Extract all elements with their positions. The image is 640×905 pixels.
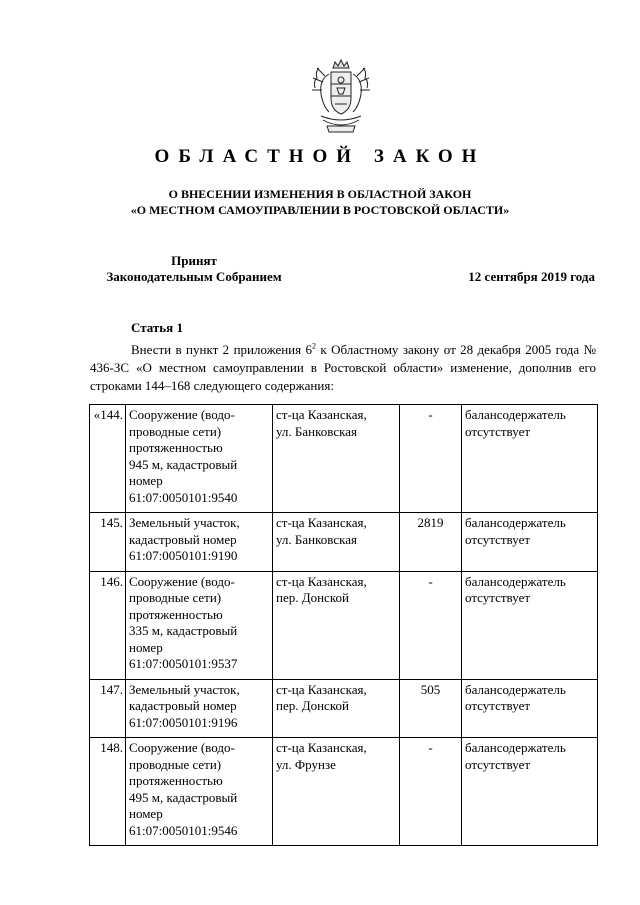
article-text-part-1: Внести в пункт 2 приложения 6 [131, 342, 313, 357]
balance-holder-line: отсутствует [465, 531, 531, 547]
row-number-cell: «144. [90, 405, 126, 513]
object-description-line: проводные сети) [129, 756, 222, 772]
table-row [90, 679, 598, 738]
table-row [90, 405, 598, 513]
balance-holder-line: балансодержатель [465, 681, 566, 697]
object-description-line: проводные сети) [129, 590, 222, 605]
balance-holder-cell [462, 679, 598, 738]
object-description-cell [126, 738, 273, 846]
coat-of-arms-emblem [307, 58, 375, 136]
object-description-line: кадастровый номер [129, 698, 237, 713]
address-line: пер. Донской [276, 698, 349, 713]
property-table [89, 404, 598, 846]
balance-holder-line: отсутствует [465, 590, 531, 605]
row-number-cell: 145. [90, 513, 126, 572]
area-cell: - [400, 571, 462, 679]
balance-holder-line: отсутствует [465, 756, 531, 772]
balance-holder-cell [462, 738, 598, 846]
address-cell [273, 738, 400, 846]
table-row [90, 571, 598, 679]
area-cell: 2819 [400, 513, 462, 572]
object-description-line: 335 м, кадастровый [129, 623, 238, 638]
object-description-line: Земельный участок, [129, 515, 240, 530]
address-cell [273, 679, 400, 738]
document-type-title: ОБЛАСТНОЙ ЗАКОН [154, 146, 486, 167]
address-line: ул. Банковская [276, 531, 357, 547]
adoption-block [89, 253, 299, 285]
article-text [90, 341, 596, 395]
balance-holder-line: балансодержатель [465, 407, 566, 422]
adopted-by: Законодательным Собранием [106, 269, 282, 284]
object-description-cell [126, 679, 273, 738]
balance-holder-line: отсутствует [465, 698, 531, 713]
object-description-line: 945 м, кадастровый [129, 456, 238, 472]
object-description-cell [126, 405, 273, 513]
adoption-date: 12 сентября 2019 года [468, 269, 595, 284]
table-row [90, 513, 598, 572]
object-description-line: 61:07:0050101:9537 [129, 656, 238, 671]
address-line: ст-ца Казанская, [276, 573, 367, 589]
object-description-line: Сооружение (водо- [129, 407, 235, 422]
balance-holder-line: балансодержатель [465, 740, 566, 755]
object-description-line: проводные сети) [129, 423, 222, 439]
object-description-line: 495 м, кадастровый [129, 789, 238, 805]
object-description-line: кадастровый номер [129, 531, 237, 547]
object-description-line: номер [129, 806, 163, 821]
article-text-superscript: 2 [312, 341, 317, 351]
adopted-label: Принят [171, 253, 217, 268]
object-description-line: Земельный участок, [129, 681, 240, 697]
balance-holder-cell [462, 571, 598, 679]
object-description-line: Сооружение (водо- [129, 573, 235, 589]
object-description-line: номер [129, 639, 163, 655]
address-line: ст-ца Казанская, [276, 740, 367, 755]
article-text-part-2: к Областному закону от 28 декабря 2005 года № 436-ЗС «О местном самоуправлении в Ростовской области» изменение, дополнив его строками 144–168 следующего содержания: [90, 342, 596, 393]
area-cell: - [400, 738, 462, 846]
row-number-cell: 148. [90, 738, 126, 846]
object-description-line: 61:07:0050101:9540 [129, 489, 238, 505]
balance-holder-line: балансодержатель [465, 573, 566, 589]
object-description-line: номер [129, 473, 163, 488]
balance-holder-line: отсутствует [465, 423, 531, 439]
balance-holder-line: балансодержатель [465, 515, 566, 530]
object-description-line: Сооружение (водо- [129, 740, 235, 755]
table-row [90, 738, 598, 846]
area-cell: - [400, 405, 462, 513]
address-line: ст-ца Казанская, [276, 515, 367, 530]
address-cell [273, 513, 400, 572]
address-cell [273, 405, 400, 513]
row-number-cell: 146. [90, 571, 126, 679]
object-description-cell [126, 571, 273, 679]
law-subtitle [0, 186, 640, 218]
article-title: Статья 1 [131, 320, 183, 335]
object-description-cell [126, 513, 273, 572]
object-description-line: 61:07:0050101:9196 [129, 714, 238, 730]
object-description-line: 61:07:0050101:9190 [129, 548, 238, 563]
address-line: ст-ца Казанская, [276, 407, 367, 422]
address-line: пер. Донской [276, 590, 349, 605]
address-line: ст-ца Казанская, [276, 681, 367, 697]
subtitle-line-2: «О МЕСТНОМ САМОУПРАВЛЕНИИ В РОСТОВСКОЙ ОБЛАСТИ» [130, 203, 510, 217]
object-description-line: протяженностью [129, 606, 223, 622]
object-description-line: протяженностью [129, 440, 223, 455]
address-line: ул. Банковская [276, 423, 357, 439]
row-number-cell: 147. [90, 679, 126, 738]
balance-holder-cell [462, 405, 598, 513]
area-cell: 505 [400, 679, 462, 738]
object-description-line: протяженностью [129, 773, 223, 788]
subtitle-line-1: О ВНЕСЕНИИ ИЗМЕНЕНИЯ В ОБЛАСТНОЙ ЗАКОН [168, 187, 472, 201]
address-cell [273, 571, 400, 679]
object-description-line: 61:07:0050101:9546 [129, 822, 238, 838]
balance-holder-cell [462, 513, 598, 572]
address-line: ул. Фрунзе [276, 756, 336, 772]
